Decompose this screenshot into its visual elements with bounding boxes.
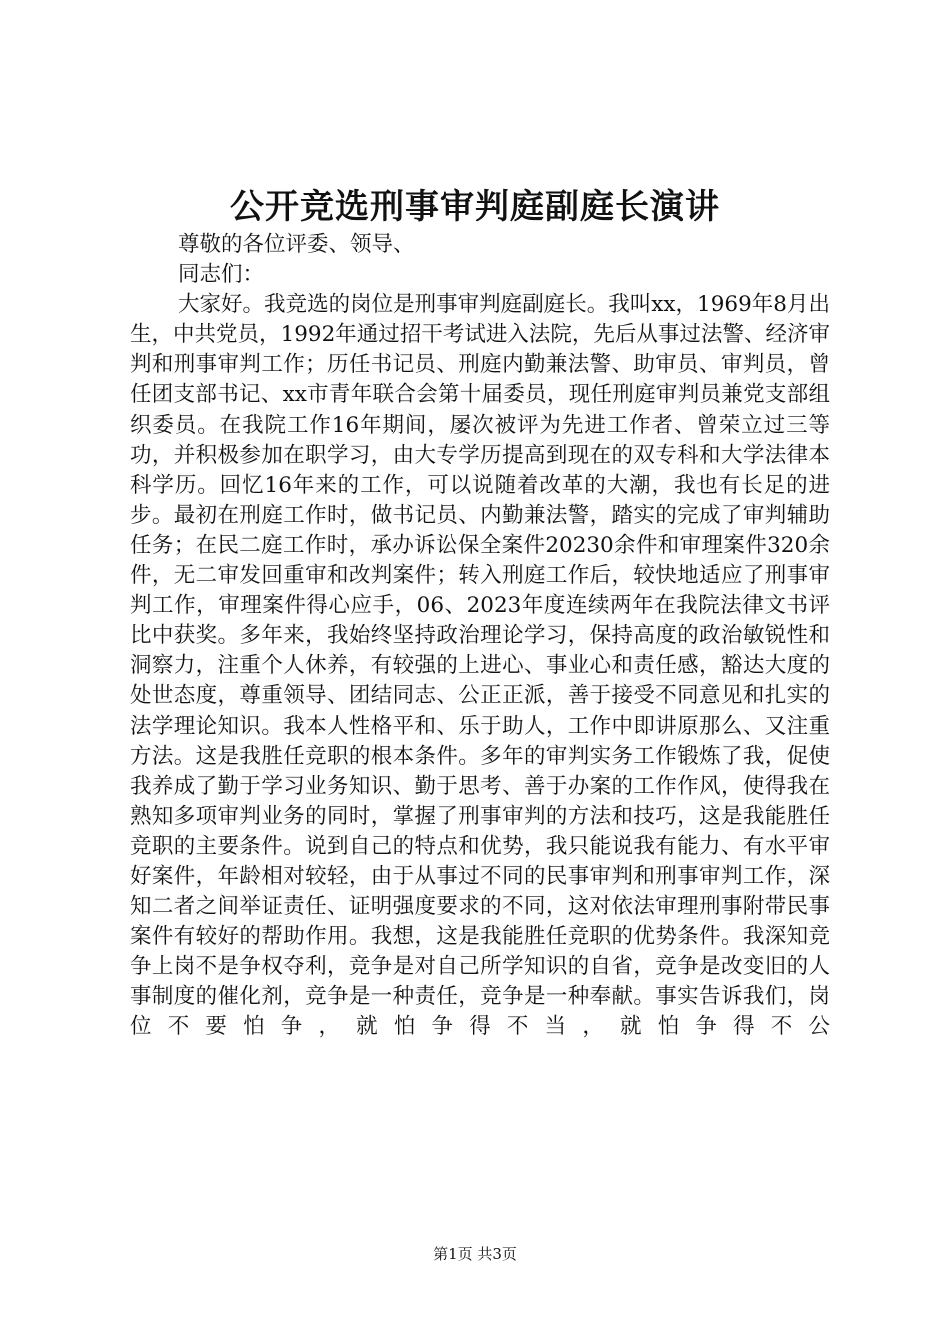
page-footer: 第1页 共3页 <box>433 1245 517 1263</box>
document-body <box>130 230 830 1043</box>
document-title: 公开竞选刑事审判庭副庭长演讲 <box>230 187 720 227</box>
salutation-line-2: 同志们： <box>178 262 265 288</box>
speech-paragraph: 大家好。我竞选的岗位是刑事审判庭副庭长。我叫xx，1969年8月出生，中共党员，1992年通过招干考试进入法院，先后从事过法警、经济审判和刑事审判工作；历任书记员、刑庭内勤兼法警、助审员、审判员，曾任团支部书记、xx市青年联合会第十届委员，现任刑庭审判员兼党支部组织委员。在我院工作16年期间，屡次被评为先进工作者、曾荣立过三等功，并积极参加在职学习，由大专学历提高到现在的双专科和大学法律本科学历。回忆16年来的工作，可以说随着改革的大潮，我也有长足的进步。最初在刑庭工作时，做书记员、内勤兼法警，踏实的完成了审判辅助任务；在民二庭工作时，承办诉讼保全案件20230余件和审理案件320余件，无二审发回重审和改判案件；转入刑庭工作后，较快地适应了刑事审判工作，审理案件得心应手，06、2023年度连续两年在我院法律文书评比中获奖。多年来，我始终坚持政治理论学习，保持高度的政治敏锐性和洞察力，注重个人休养，有较强的上进心、事业心和责任感，豁达大度的处世态度，尊重领导、团结同志、公正正派，善于接受不同意见和扎实的法学理论知识。我本人性格平和、乐于助人，工作中即讲原那么、又注重方法。这是我胜任竞职的根本条件。多年的审判实务工作锻炼了我，促使我养成了勤于学习业务知识、勤于思考、善于办案的工作作风，使得我在熟知多项审判业务的同时，掌握了刑事审判的方法和技巧，这是我能胜任竞职的主要条件。说到自己的特点和优势，我只能说我有能力、有水平审好案件，年龄相对较轻，由于从事过不同的民事审判和刑事审判工作，深知二者之间举证责任、证明强度要求的不同，这对依法审理刑事附带民事案件有较好的帮助作用。我想，这是我能胜任竞职的优势条件。我深知竞争上岗不是争权夺利，竞争是对自己所学知识的自省，竞争是改变旧的人事制度的催化剂，竞争是一种责任，竞争是一种奉献。事实告诉我们，岗位不要怕争，就怕争得不当，就怕争得不公 <box>130 292 830 1040</box>
salutation-line-1: 尊敬的各位评委、领导、 <box>178 232 415 257</box>
